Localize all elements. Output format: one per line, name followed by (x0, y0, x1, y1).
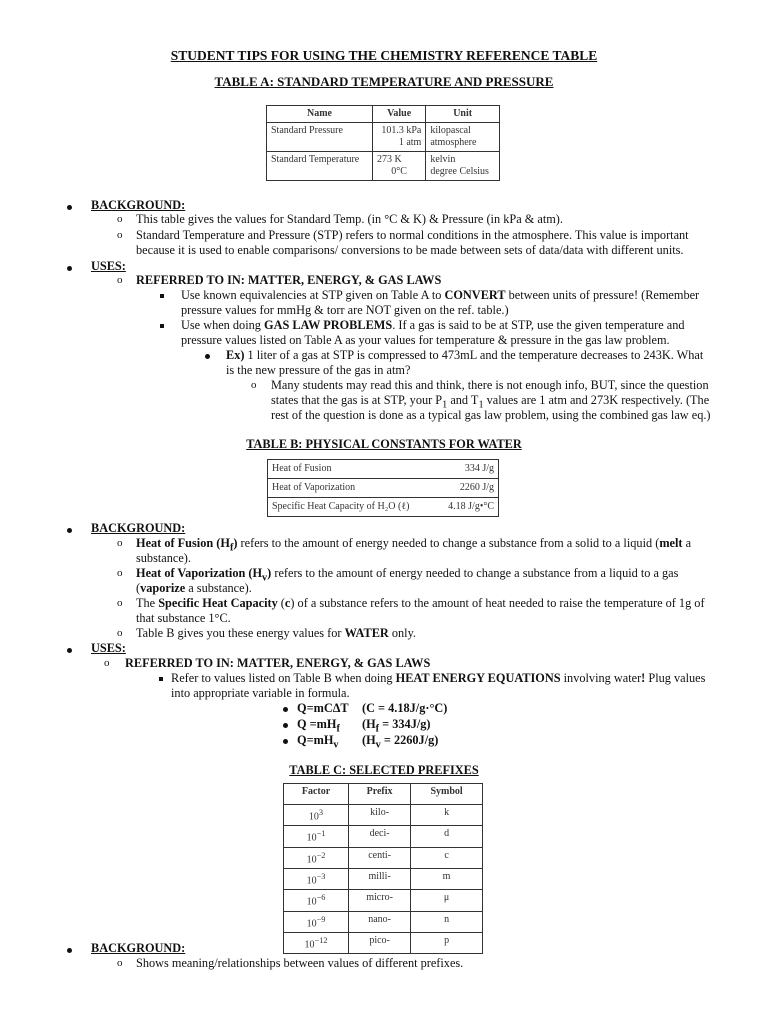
circle-bullet-icon: o (117, 537, 123, 549)
table-a-cell-name: Standard Temperature (267, 152, 373, 181)
circle-bullet-icon: o (117, 213, 123, 225)
subscript: f (336, 723, 340, 735)
text-bold: Heat of Vaporization (H (136, 566, 263, 580)
list-item-continuation: pressure values for mmHg & torr are NOT given on the ref. table.) (181, 303, 509, 317)
table-c-prefix: centi- (349, 847, 411, 868)
text: refers to the amount of energy needed to change a substance from a solid to a liquid ( (237, 536, 660, 550)
table-c-factor (284, 932, 349, 953)
list-item (136, 536, 691, 555)
note-continuation: rest of the question is done as a typical gas law problem, using the combined gas law eq.) (271, 408, 711, 422)
table-c-header-symbol: Symbol (411, 784, 483, 805)
table-c-symbol: d (411, 826, 483, 847)
text: Refer to values listed on Table B when doing (171, 671, 396, 685)
table-a-header-value: Value (372, 106, 425, 123)
table-c-symbol: n (411, 911, 483, 932)
bullet-icon (67, 648, 72, 653)
equation (297, 733, 339, 752)
text: 1 liter of a gas at STP is compressed to 473mL and the temperature decreases to 243K. What (244, 348, 704, 362)
table-c-symbol: c (411, 847, 483, 868)
bullet-icon (67, 528, 72, 533)
referred-heading: REFERRED TO IN: MATTER, ENERGY, & GAS LAWS (136, 273, 442, 287)
superscript: −2 (316, 850, 326, 860)
text-bold: ) (267, 566, 272, 580)
text: between units of pressure! (Remember (505, 288, 700, 302)
bullet-icon (67, 205, 72, 210)
subscript: 1 (442, 399, 448, 411)
table-c-factor (284, 890, 349, 911)
unit-line: degree Celsius (430, 166, 489, 177)
text-bold: Q=mH (297, 733, 334, 747)
text: ( (136, 581, 141, 595)
table-row (267, 123, 500, 152)
value-line: 0°C (391, 166, 407, 177)
table-row (284, 826, 483, 847)
unit-line: kelvin (430, 154, 456, 165)
background-label: BACKGROUND: (91, 521, 186, 535)
text-bold: HEAT ENERGY EQUATIONS (395, 671, 561, 685)
table-row (284, 911, 483, 932)
circle-bullet-icon: o (117, 567, 123, 579)
table-c-factor (284, 826, 349, 847)
bullet-icon (283, 739, 288, 744)
text: . If a gas is said to be at STP, use the given temperature and (392, 318, 685, 332)
table-b-heading: TABLE B: PHYSICAL CONSTANTS FOR WATER (246, 437, 522, 451)
square-bullet-icon (160, 294, 164, 298)
table-row (284, 890, 483, 911)
table-a-cell-value (372, 152, 425, 181)
text-bold: ! (641, 671, 646, 685)
text: Use when doing (181, 318, 264, 332)
unit-line: atmosphere (430, 137, 477, 148)
text-bold: Ex) (226, 348, 245, 362)
text: 10 (306, 896, 317, 908)
text-bold: melt (659, 536, 683, 550)
text-bold: = 2260J/g) (380, 733, 439, 747)
equation-value: (C = 4.18J/g·°C) (362, 701, 448, 715)
table-c-header-prefix: Prefix (349, 784, 411, 805)
text: 10 (306, 875, 317, 887)
superscript: −9 (316, 914, 326, 924)
referred-heading: REFERRED TO IN: MATTER, ENERGY, & GAS LAWS (125, 656, 431, 670)
subscript: v (333, 739, 339, 751)
text: Plug values (645, 671, 706, 685)
list-item: This table gives the values for Standard Temp. (in °C & K) & Pressure (in kPa & atm). (136, 212, 563, 226)
text-bold: CONVERT (444, 288, 506, 302)
circle-bullet-icon: o (117, 597, 123, 609)
list-item-continuation: because it is used to enable comparisons/ conversions to be made between sets of data/data with different units. (136, 243, 684, 257)
table-b-label: Specific Heat Capacity of H₂O (ℓ) (268, 498, 436, 517)
square-bullet-icon (159, 677, 163, 681)
list-item (171, 671, 705, 686)
table-row (284, 847, 483, 868)
bullet-icon (283, 723, 288, 728)
text: ) of a substance refers to the amount of heat needed to raise the temperature of 1g of (290, 596, 705, 610)
table-row (268, 498, 499, 517)
value-line: 1 atm (398, 137, 422, 148)
text: Use known equivalencies at STP given on Table A to (181, 288, 445, 302)
table-c-symbol: k (411, 805, 483, 826)
text: states that the gas is at STP, your P (271, 393, 443, 407)
text-bold: WATER (344, 626, 389, 640)
list-item-continuation: into appropriate variable in formula. (171, 686, 350, 700)
table-row (268, 479, 499, 498)
value-line: 273 K (376, 154, 402, 165)
text: ( (277, 596, 285, 610)
text-bold: GAS LAW PROBLEMS (264, 318, 393, 332)
text-bold: (H (362, 717, 376, 731)
text: a (682, 536, 692, 550)
text: a substance). (185, 581, 252, 595)
text: values are 1 atm and 273K respectively. (The (483, 393, 710, 407)
text: 10 (306, 853, 317, 865)
table-b-label: Heat of Vaporization (268, 479, 436, 498)
bullet-icon (283, 707, 288, 712)
subscript: v (262, 572, 268, 584)
table-row (284, 932, 483, 953)
table-c-prefix: milli- (349, 868, 411, 889)
equation-value (362, 733, 438, 752)
text: and T (447, 393, 479, 407)
table-a-cell-name: Standard Pressure (267, 123, 373, 152)
value-line: 101.3 kPa (381, 125, 422, 136)
background-label: BACKGROUND: (91, 941, 186, 955)
table-c-symbol: m (411, 868, 483, 889)
superscript: 3 (318, 808, 324, 817)
list-item-continuation: substance). (136, 551, 191, 565)
circle-bullet-icon: o (117, 627, 123, 639)
bullet-icon (67, 948, 72, 953)
table-row (267, 152, 500, 181)
subscript: f (229, 542, 234, 554)
table-c-header-factor: Factor (284, 784, 349, 805)
table-c-prefix: deci- (349, 826, 411, 847)
list-item-continuation: pressure values listed on Table A as your values for temperature & pressure in the gas law problem. (181, 333, 670, 347)
table-c-heading: TABLE C: SELECTED PREFIXES (289, 763, 479, 777)
table-c-factor (284, 868, 349, 889)
superscript: −12 (314, 935, 328, 945)
text-bold: Specific Heat Capacity (158, 596, 278, 610)
circle-bullet-icon: o (117, 229, 123, 241)
uses-label: USES: (91, 641, 126, 655)
table-c-factor (284, 911, 349, 932)
text: only. (388, 626, 416, 640)
bullet-icon (205, 354, 210, 359)
table-c-prefix: micro- (349, 890, 411, 911)
circle-bullet-icon: o (251, 379, 257, 391)
document-title: STUDENT TIPS FOR USING THE CHEMISTRY REFERENCE TABLE (170, 48, 598, 63)
table-c (283, 783, 483, 954)
text-bold: vaporize (140, 581, 186, 595)
list-item (136, 626, 416, 641)
subscript: 1 (478, 399, 484, 411)
table-a-header-name: Name (267, 106, 373, 123)
table-row (268, 460, 499, 479)
table-a-cell-unit (426, 123, 500, 152)
text: The (136, 596, 159, 610)
list-item (181, 318, 685, 333)
text-bold: = 334J/g) (379, 717, 431, 731)
note-item: Many students may read this and think, there is not enough info, BUT, since the question (271, 378, 709, 392)
text: 10 (306, 832, 317, 844)
list-item-continuation (136, 581, 252, 596)
text-bold: Heat of Fusion (H (136, 536, 230, 550)
table-b-value: 2260 J/g (436, 479, 499, 498)
superscript: −1 (316, 829, 326, 839)
circle-bullet-icon: o (117, 957, 123, 969)
text: 10 (308, 811, 319, 823)
text-bold: Q =mH (297, 717, 337, 731)
table-a-header-unit: Unit (426, 106, 500, 123)
text-bold: (H (362, 733, 376, 747)
list-item: Shows meaning/relationships between values of different prefixes. (136, 956, 464, 970)
text: involving water (560, 671, 642, 685)
uses-label: USES: (91, 259, 126, 273)
table-row (284, 868, 483, 889)
circle-bullet-icon: o (117, 274, 123, 286)
text: refers to the amount of energy needed to change a substance from a liquid to a gas (271, 566, 679, 580)
square-bullet-icon (160, 324, 164, 328)
table-c-symbol: μ (411, 890, 483, 911)
table-a-heading: TABLE A: STANDARD TEMPERATURE AND PRESSURE (214, 74, 554, 89)
table-a-cell-value (372, 123, 425, 152)
list-item (181, 288, 699, 303)
text: 10 (306, 917, 317, 929)
background-label: BACKGROUND: (91, 198, 186, 212)
table-c-factor (284, 847, 349, 868)
table-row (284, 805, 483, 826)
subscript: f (375, 723, 380, 735)
table-b-value: 4.18 J/g•°C (436, 498, 499, 517)
superscript: −3 (316, 871, 326, 881)
unit-line: kilopascal (430, 125, 471, 136)
list-item-continuation: that substance 1°C. (136, 611, 231, 625)
table-c-symbol: p (411, 932, 483, 953)
example-item (226, 348, 703, 363)
text-bold: ) (233, 536, 238, 550)
list-item (136, 596, 705, 611)
text: 10 (304, 939, 315, 951)
superscript: −6 (316, 893, 326, 903)
table-c-prefix: pico- (349, 932, 411, 953)
table-a-cell-unit (426, 152, 500, 181)
table-b-label: Heat of Fusion (268, 460, 436, 479)
table-b (267, 459, 499, 517)
table-b-value: 334 J/g (436, 460, 499, 479)
subscript: v (375, 739, 381, 751)
list-item: Standard Temperature and Pressure (STP) refers to normal conditions in the atmosphere. This value is important (136, 228, 689, 242)
table-c-prefix: nano- (349, 911, 411, 932)
circle-bullet-icon: o (104, 657, 110, 669)
equation: Q=mCΔT (297, 701, 349, 715)
table-a (266, 105, 500, 181)
example-continuation: is the new pressure of the gas in atm? (226, 363, 411, 377)
text-bold: c (284, 596, 291, 610)
table-c-factor (284, 805, 349, 826)
bullet-icon (67, 266, 72, 271)
table-c-prefix: kilo- (349, 805, 411, 826)
text: Table B gives you these energy values for (136, 626, 345, 640)
